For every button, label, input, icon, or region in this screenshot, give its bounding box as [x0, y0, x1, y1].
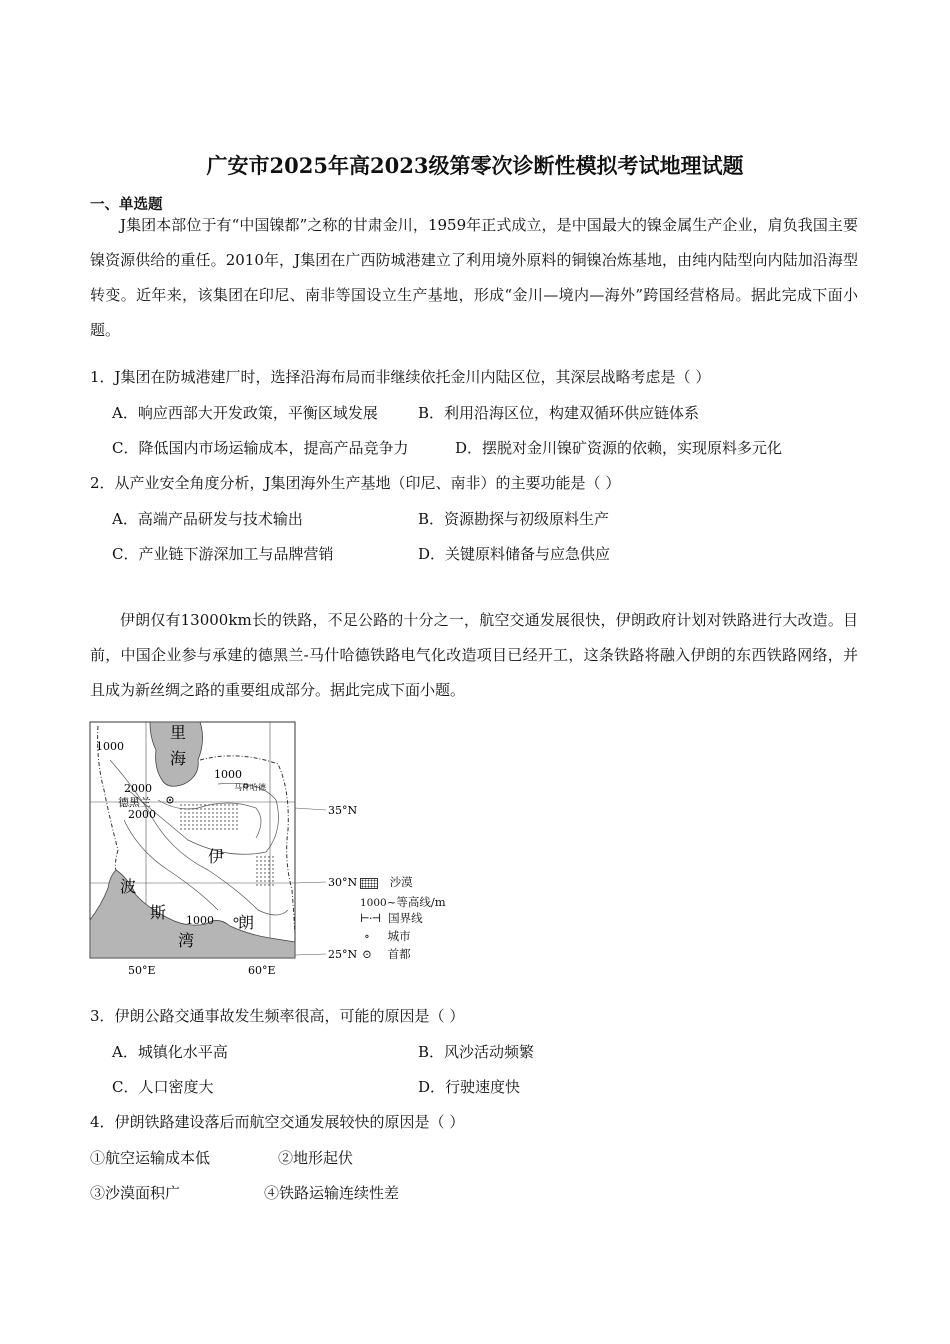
capital-legend-icon: ⊙: [362, 947, 372, 961]
question-1-option-b[interactable]: B．利用沿海区位，构建双循环供应链体系: [418, 404, 700, 422]
mashhad-label: 马什哈德: [234, 783, 266, 792]
iran-map-svg: [88, 720, 381, 982]
page-title: 广安市2025年高2023级第零次诊断性模拟考试地理试题: [206, 153, 744, 178]
question-3-option-c[interactable]: C．人口密度大: [112, 1078, 214, 1096]
legend-border: 国界线: [388, 911, 423, 925]
desert-1: [180, 802, 238, 830]
question-1-option-a[interactable]: A．响应西部大开发政策，平衡区域发展: [112, 404, 378, 422]
legend-contour-value: 1000: [360, 897, 387, 909]
question-2-option-a[interactable]: A．高端产品研发与技术输出: [112, 510, 303, 528]
contour-legend-icon: ~: [386, 895, 397, 909]
question-4-stem: 4．伊朗铁路建设落后而航空交通发展较快的原因是（ ）: [90, 1113, 465, 1131]
question-4-statement-1: ①航空运输成本低: [90, 1149, 211, 1167]
caspian-label-1: 里: [170, 723, 187, 742]
contour-label-2: 2000: [124, 782, 152, 795]
desert-2: [254, 856, 274, 888]
question-3-option-b[interactable]: B．风沙活动频繁: [418, 1043, 535, 1061]
desert-legend-icon: [360, 878, 378, 889]
lat-25-label: 25°N: [328, 948, 358, 961]
tehran-label: 德黑兰: [118, 796, 151, 809]
question-2-option-b[interactable]: B．资源勘探与初级原料生产: [418, 510, 610, 528]
map-legend: [360, 870, 470, 970]
question-4-statement-4: ④铁路运输连续性差: [264, 1184, 400, 1202]
section-heading: 一、单选题: [90, 196, 163, 213]
iran-map: [88, 720, 381, 982]
question-4-statement-2: ②地形起伏: [278, 1149, 354, 1167]
gulf-label-3: 湾: [178, 931, 195, 950]
question-2-option-c[interactable]: C．产业链下游深加工与品牌营销: [112, 545, 334, 563]
question-1-stem: 1．J集团在防城港建厂时，选择沿海布局而非继续依托金川内陆区位，其深层战略考虑是（ ）: [90, 368, 711, 386]
iran-label-2: 朗: [238, 913, 255, 932]
city-legend-icon: ∘: [364, 929, 370, 943]
lat-30-label: 30°N: [328, 876, 358, 889]
legend-city: 城市: [387, 929, 411, 943]
lat-35-label: 35°N: [328, 804, 358, 817]
contour-label-4: 1000: [214, 768, 242, 781]
question-1-option-c[interactable]: C．降低国内市场运输成本，提高产品竞争力: [112, 439, 409, 457]
legend-capital: 首都: [387, 947, 411, 961]
gulf-label-2: 斯: [150, 903, 167, 922]
gulf-label-1: 波: [120, 877, 137, 896]
question-2-option-d[interactable]: D．关键原料储备与应急供应: [418, 545, 611, 563]
passage-1: J集团本部位于有“中国镍都”之称的甘肃金川，1959年正式成立，是中国最大的镍金属生产企业，肩负我国主要镍资源供给的重任。2010年，J集团在广西防城港建立了利用境外原料的铜镍冶炼基地，由纯内陆型向内陆加沿海型转变。近年来，该集团在印尼、南非等国设立生产基地，形成“金川—境内—海外”跨国经营格局。据此完成下面小题。: [90, 216, 858, 339]
question-3-stem: 3．伊朗公路交通事故发生频率很高，可能的原因是（ ）: [90, 1007, 465, 1025]
legend-contour: 等高线/m: [396, 895, 446, 909]
caspian-label-2: 海: [170, 749, 187, 768]
legend-desert: 沙漠: [389, 875, 413, 889]
contour-label-1: 1000: [96, 740, 124, 753]
passage-2: 伊朗仅有13000km长的铁路，不足公路的十分之一，航空交通发展很快，伊朗政府计划对铁路进行大改造。目前，中国企业参与承建的德黑兰-马什哈德铁路电气化改造项目已经开工，这条铁路将融入伊朗的东西铁路网络，并且成为新丝绸之路的重要组成部分。据此完成下面小题。: [90, 611, 858, 699]
iran-label-1: 伊: [208, 847, 225, 866]
border-legend-icon: ⊢·⊣: [360, 911, 381, 925]
question-2-stem: 2．从产业安全角度分析，J集团海外生产基地（印尼、南非）的主要功能是（ ）: [90, 474, 621, 492]
contour-label-5: 1000: [186, 914, 214, 927]
question-3-option-d[interactable]: D．行驶速度快: [418, 1078, 521, 1096]
question-3-option-a[interactable]: A．城镇化水平高: [112, 1043, 228, 1061]
lon-60-label: 60°E: [248, 964, 276, 977]
lon-50-label: 50°E: [128, 964, 156, 977]
question-4-statement-3: ③沙漠面积广: [90, 1184, 181, 1202]
contour-label-3: 2000: [128, 808, 156, 821]
question-1-option-d[interactable]: D．摆脱对金川镍矿资源的依赖，实现原料多元化: [455, 439, 783, 457]
